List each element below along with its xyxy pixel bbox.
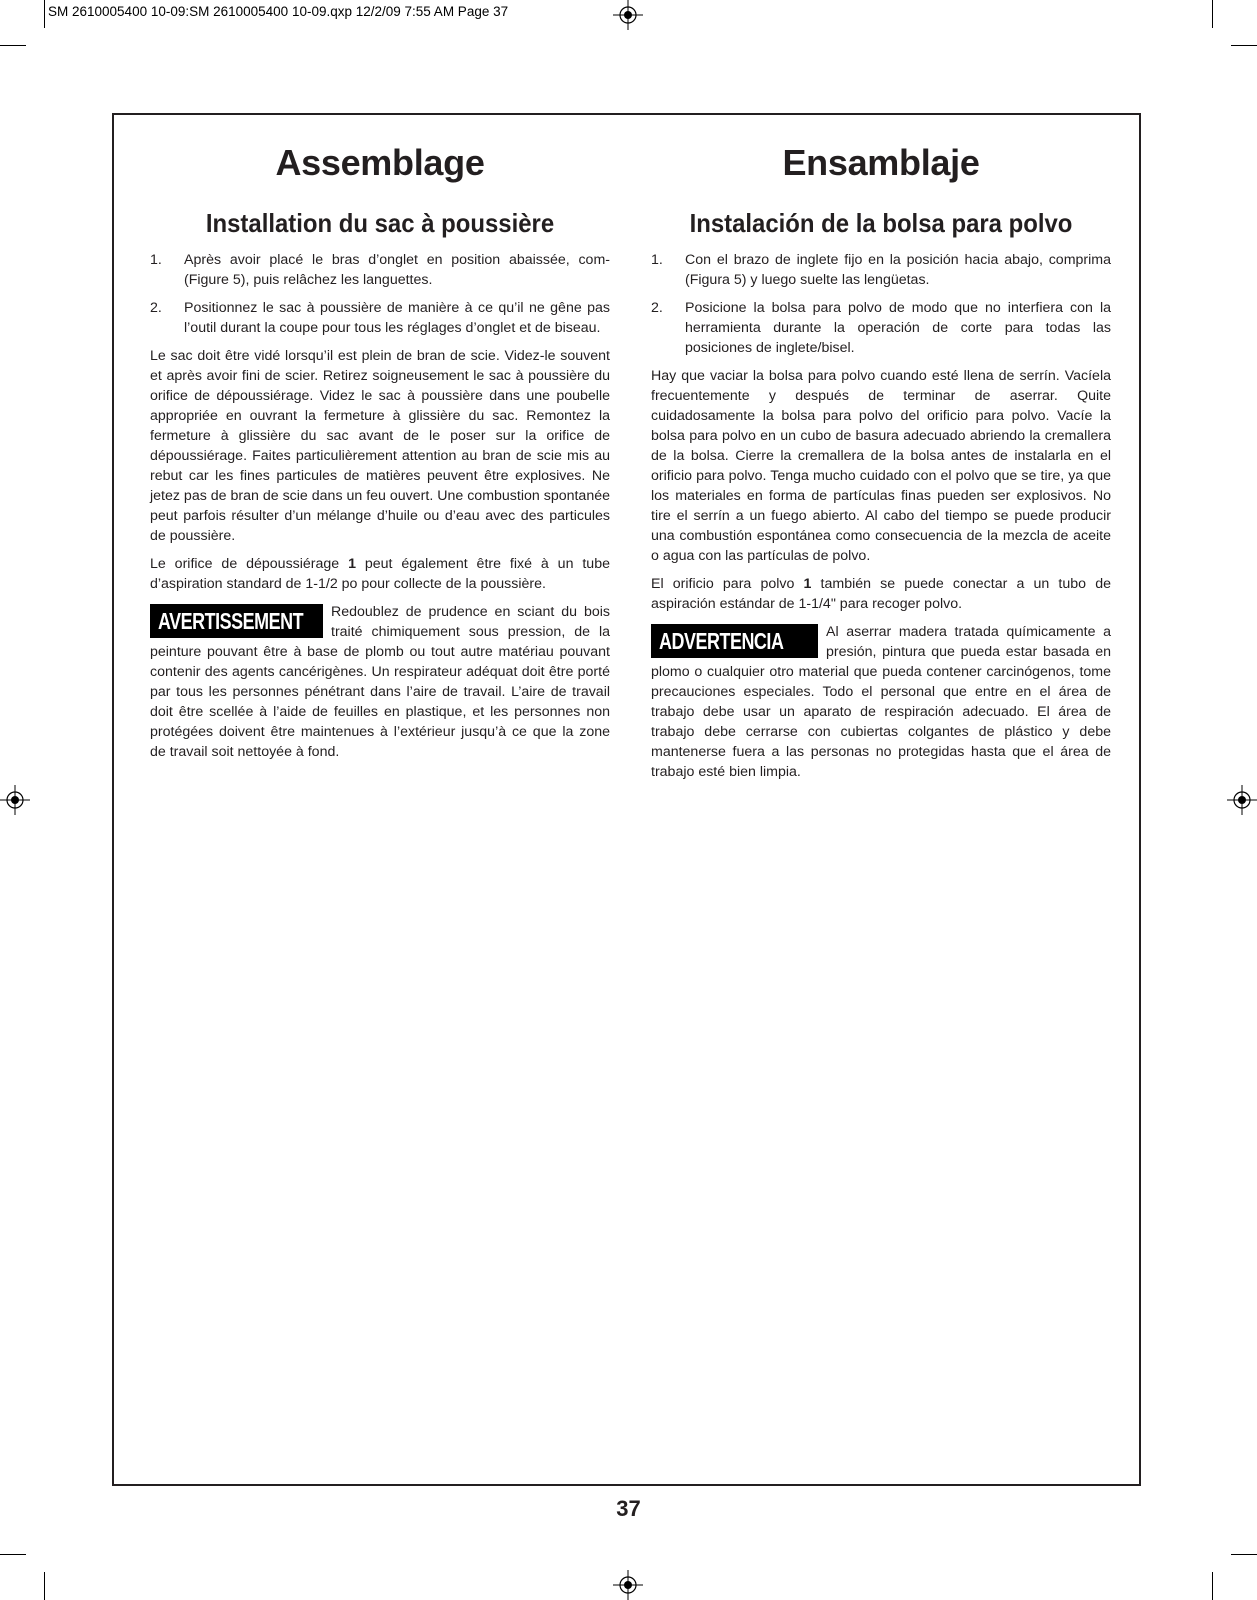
step-text: Con el brazo de inglete fijo en la posición hacia abajo, comprima (Figura 5) y luego suelte las lengüetas. [685,252,1111,288]
page-number: 37 [616,1496,641,1521]
paragraph-dust-port [651,574,1111,614]
paragraph-text: peut également être fixé à un tube d’aspiration standard de 1-1/2 po pour collecte de la poussière. [150,556,610,592]
paragraph-dust-bag: Hay que vaciar la bolsa para polvo cuando esté llena de serrín. Vacíela frecuentemente y después de terminar de aserrar. Quite cuidadosamente la bolsa para polvo del orificio para polvo. Vacíe la bolsa para polvo en un cubo de basura adecuado abriendo la cremallera de la bolsa. Cierre la cremallera de la bolsa antes de instalarla en el orificio para polvo. Tenga mucho cuidado con el polvo que se tire, ya que los materiales en forma de partículas finas pueden ser explosivos. No tire el serrín a un fuego abierto. Al cabo del tiempo se puede producir una combustión espontánea como consecuencia de la mezcla de aceite o agua con las partículas de polvo. [651,368,1111,564]
reference-number: 1 [803,576,812,592]
paragraph-text: también se puede conectar a un tubo de aspiración estándar de 1-1/4" para recoger polvo. [651,576,1111,612]
step-text: Positionnez le sac à poussière de manière à ce qu’il ne gêne pas l’outil durant la coupe pour tous les réglages d’onglet et de biseau. [184,300,610,336]
step-text: Posicione la bolsa para polvo de modo que no interfiera con la herramienta durante la operación de corte para todas las posiciones de inglete/bisel. [685,300,1111,356]
section-heading: Assemblage [275,142,485,183]
warning-label: ADVERTENCIA [659,628,784,654]
step-text: Après avoir placé le bras d’onglet en position abaissée, com-(Figure 5), puis relâchez les languettes. [184,252,610,288]
step-number: 2. [651,300,663,316]
spanish-column [651,115,1111,782]
step-list [651,250,1111,358]
step-number: 1. [651,252,663,268]
paragraph-text: Le orifice de dépoussiérage [150,556,349,572]
printer-slug: SM 2610005400 10-09:SM 2610005400 10-09.qxp 12/2/09 7:55 AM Page 37 [48,4,509,19]
warning-badge [651,624,818,658]
step-item [150,298,610,338]
section-heading: Ensamblaje [782,142,980,183]
step-item [651,250,1111,290]
registration-mark-icon [1227,785,1257,815]
warning-block [651,622,1111,782]
registration-mark-icon [613,1570,643,1600]
paragraph-dust-port [150,554,610,594]
crop-mark [1212,1572,1213,1600]
step-number: 1. [150,252,162,268]
step-list [150,250,610,338]
crop-mark [0,1554,26,1555]
crop-mark [44,1572,45,1600]
warning-text: Redoublez de prudence en sciant du bois traité chimiquement sous pression, de la peinture pouvant être à base de plomb ou tout autre matériau pouvant contenir des agents cancérigènes. Un respirateur adéquat doit être porté par tous les personnes pénétrant dans l’aire de travail. L’aire de travail doit être scellée à l’aide de feuilles en plastique, et les personnes non protégées doivent être maintenues à l’extérieur jusqu’à ce que la zone de travail soit nettoyée à fond. [150,604,610,760]
warning-label: AVERTISSEMENT [158,608,304,634]
step-number: 2. [150,300,162,316]
french-column [150,115,610,762]
section-subheading: Instalación de la bolsa para polvo [689,208,1073,238]
warning-text: Al aserrar madera tratada químicamente a presión, pintura que pueda estar basada en plomo o cualquier otro material que pueda contener carcinógenos, tome precauciones especiales. Todo el personal que entre en el área de trabajo debe usar un aparato de respiración adecuado. El área de trabajo debe cerrarse con cubiertas colgantes de plástico y debe mantenerse fuera a las personas no protegidas hasta que el área de trabajo esté bien limpia. [651,624,1111,780]
registration-mark-icon [613,0,643,30]
content-frame [112,113,1141,1486]
crop-mark [0,45,26,46]
step-item [150,250,610,290]
registration-mark-icon [0,785,30,815]
section-subheading: Installation du sac à poussière [205,208,555,238]
warning-badge [150,604,323,638]
crop-mark [1231,1554,1257,1555]
warning-block [150,602,610,762]
crop-mark [1231,45,1257,46]
step-item [651,298,1111,358]
paragraph-dust-bag: Le sac doit être vidé lorsqu’il est plein de bran de scie. Videz-le souvent et après avoir fini de scier. Retirez soigneusement le sac à poussière du orifice de dépoussiérage. Videz le sac à poussière dans une poubelle appropriée en ouvrant la fermeture à glissière du sac. Remontez la fermeture à glissière du sac avant de le poser sur la orifice de dépoussiérage. Faites particulièrement attention au bran de scie mis au rebut car les fines particules de matières peuvent être explosives. Ne jetez pas de bran de scie dans un feu ouvert. Une combustion spontanée peut parfois résulter d’un mélange d’huile ou d’eau avec des particules de poussière. [150,348,610,544]
crop-mark [44,0,45,28]
reference-number: 1 [348,556,356,572]
crop-mark [1212,0,1213,28]
paragraph-text: El orificio para polvo [651,576,804,592]
